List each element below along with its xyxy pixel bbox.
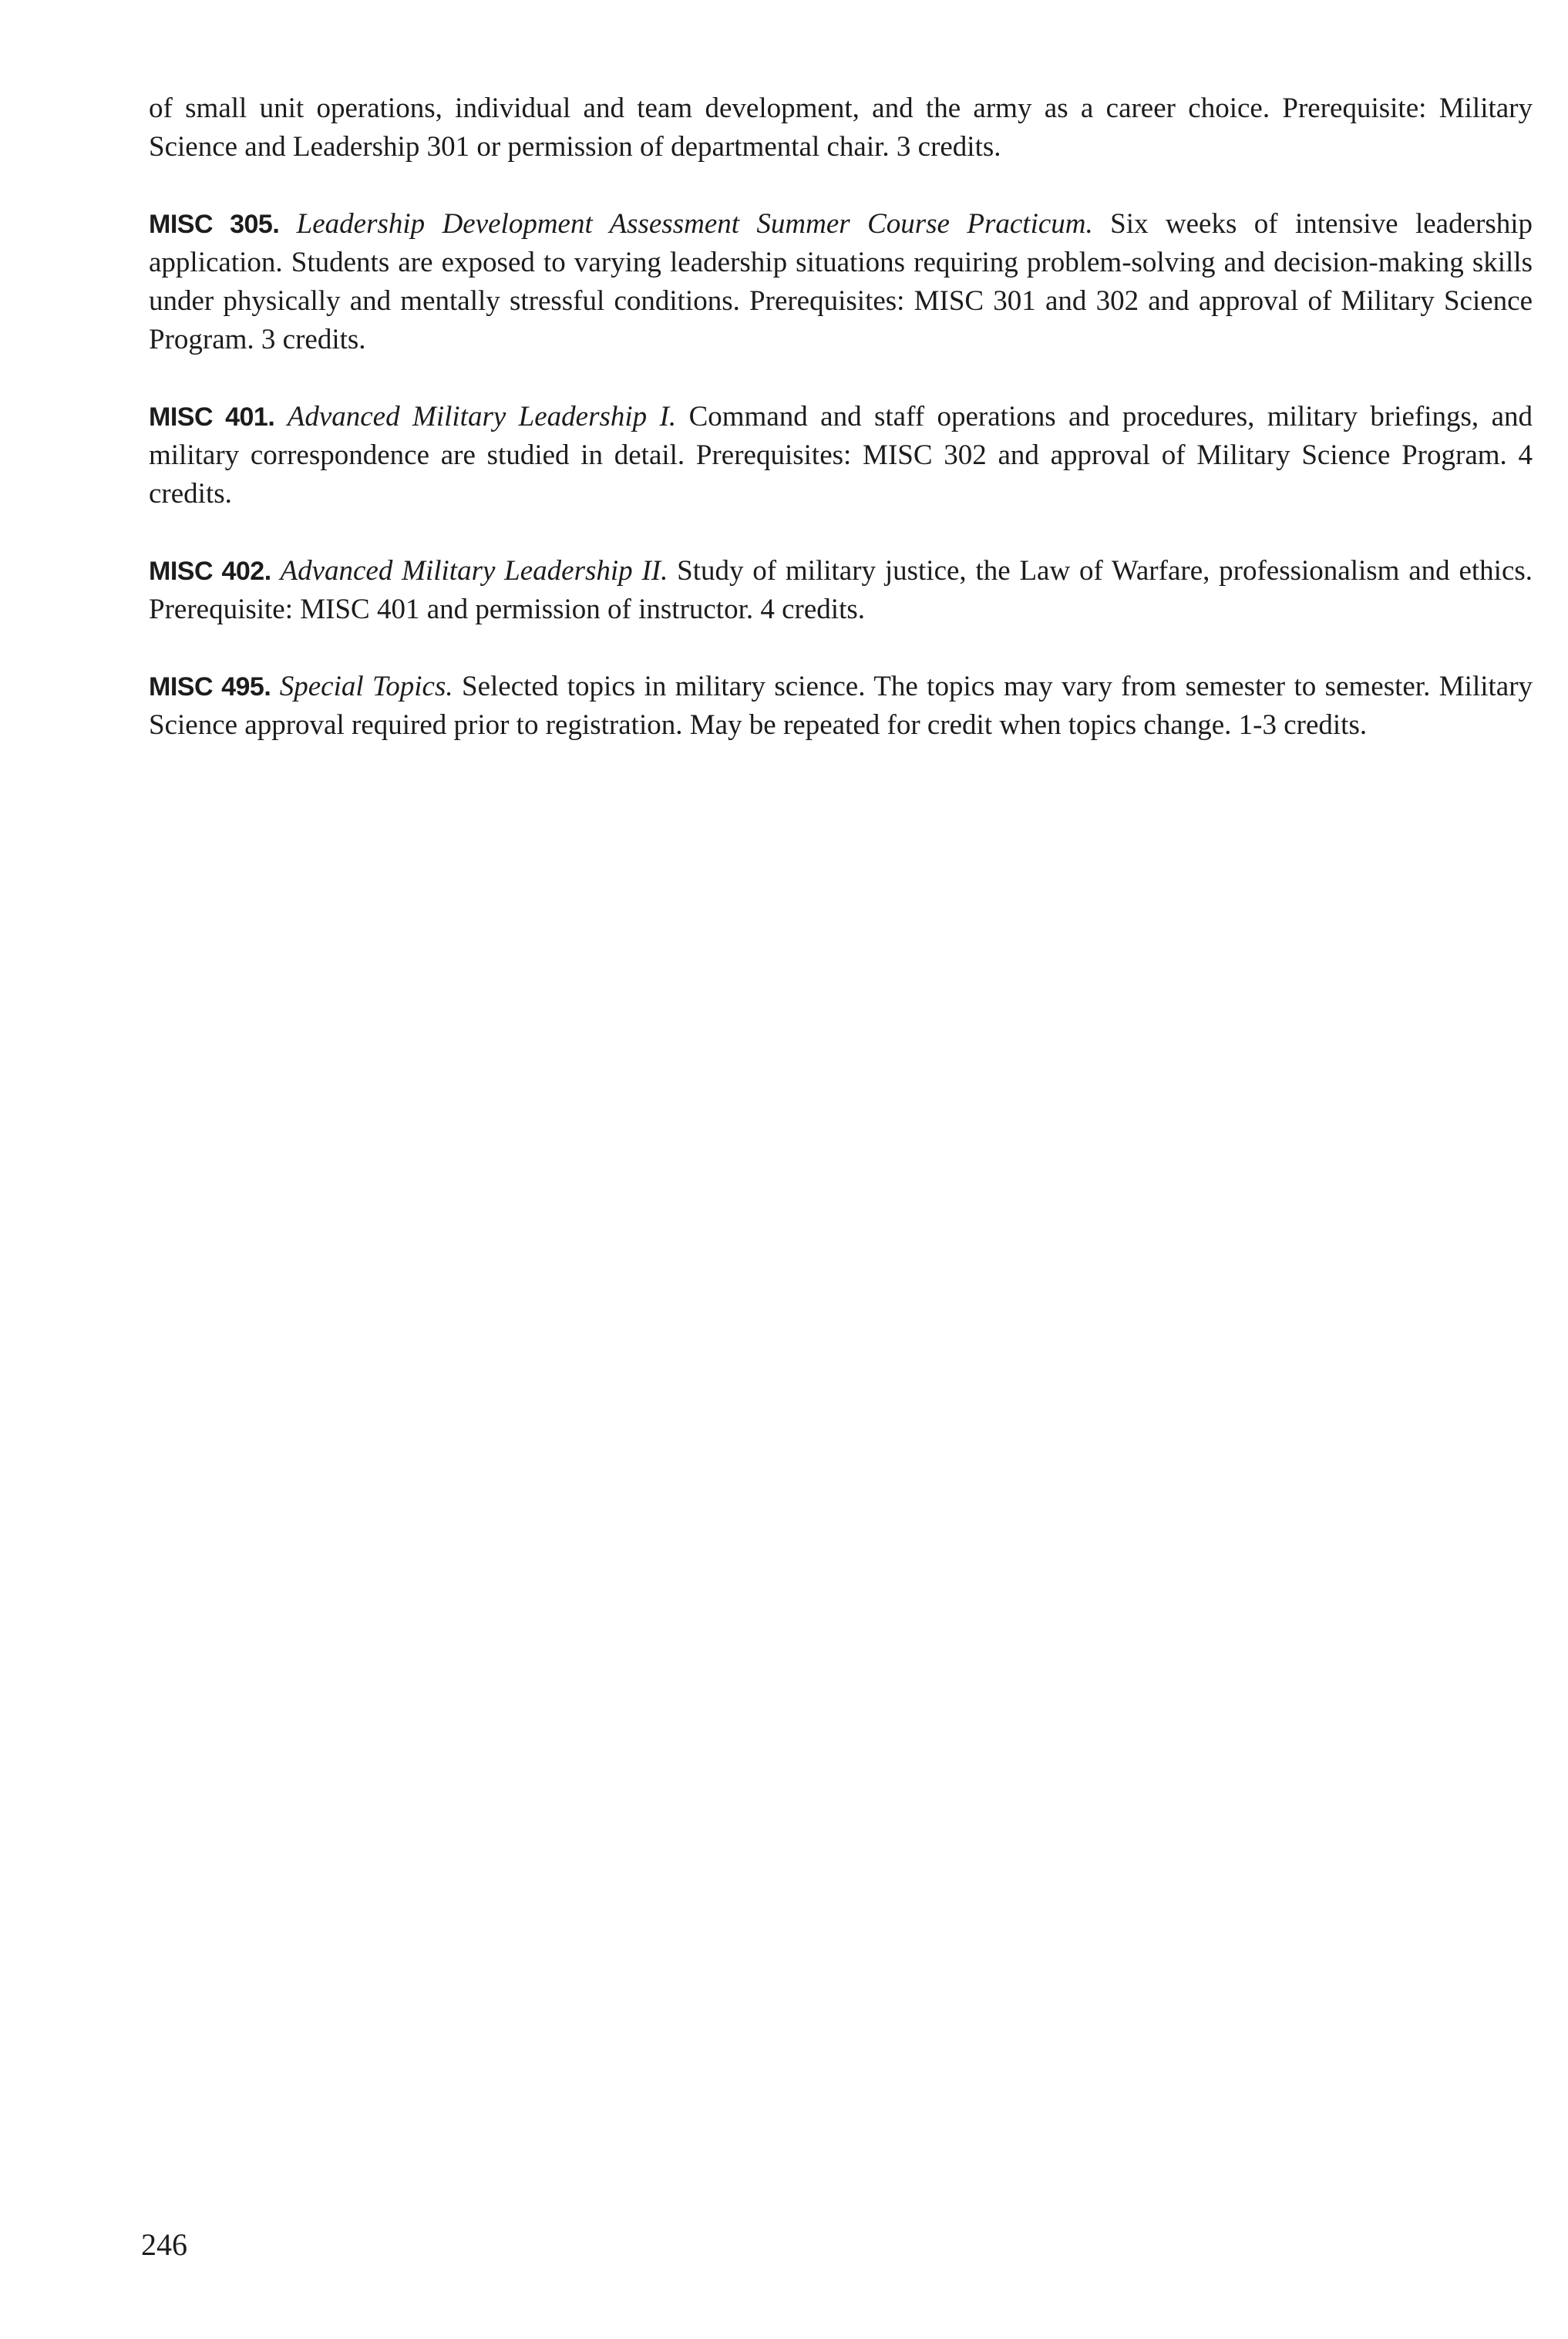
continuation-text: of small unit operations, individual and team development, and the army as a career choice. Prerequisite: Military Science and Leadership 301 or permission of departmental chair. 3 credits. [149, 93, 1533, 163]
course-title: Special Topics. [279, 671, 453, 702]
course-code: MISC 305. [149, 210, 280, 239]
course-description: Command and staff operations and procedures, military briefings, and military correspondence are studied in detail. Prerequisites: MISC 302 and approval of Military Science Program. 4 credits. [149, 401, 1533, 510]
course-entry-misc-401 [149, 398, 1533, 513]
course-entry-misc-495 [149, 668, 1533, 745]
course-title: Advanced Military Leadership I. [287, 401, 677, 432]
course-description: Six weeks of intensive leadership application. Students are exposed to varying leadership situations requiring problem-solving and decision-making skills under physically and mentally stressful conditions. Prerequisites: MISC 301 and 302 and approval of Military Science Program. 3 credits. [149, 208, 1533, 355]
course-code: MISC 402. [149, 557, 271, 586]
course-entry-misc-402 [149, 552, 1533, 629]
course-title: Leadership Development Assessment Summer Course Practicum. [296, 208, 1093, 240]
course-description: Selected topics in military science. The topics may vary from semester to semester. Military Science approval required prior to registration. May be repeated for credit when topics change. 1-3 credits. [149, 671, 1533, 741]
course-entry-misc-305 [149, 205, 1533, 359]
course-code: MISC 401. [149, 402, 275, 432]
continuation-paragraph [149, 89, 1533, 167]
course-description: Study of military justice, the Law of Warfare, professionalism and ethics. Prerequisite: MISC 401 and permission of instructor. 4 credits. [149, 555, 1533, 625]
course-descriptions [149, 89, 1533, 783]
course-title: Advanced Military Leadership II. [280, 555, 668, 587]
page-number: 246 [141, 2227, 187, 2262]
course-code: MISC 495. [149, 672, 271, 702]
